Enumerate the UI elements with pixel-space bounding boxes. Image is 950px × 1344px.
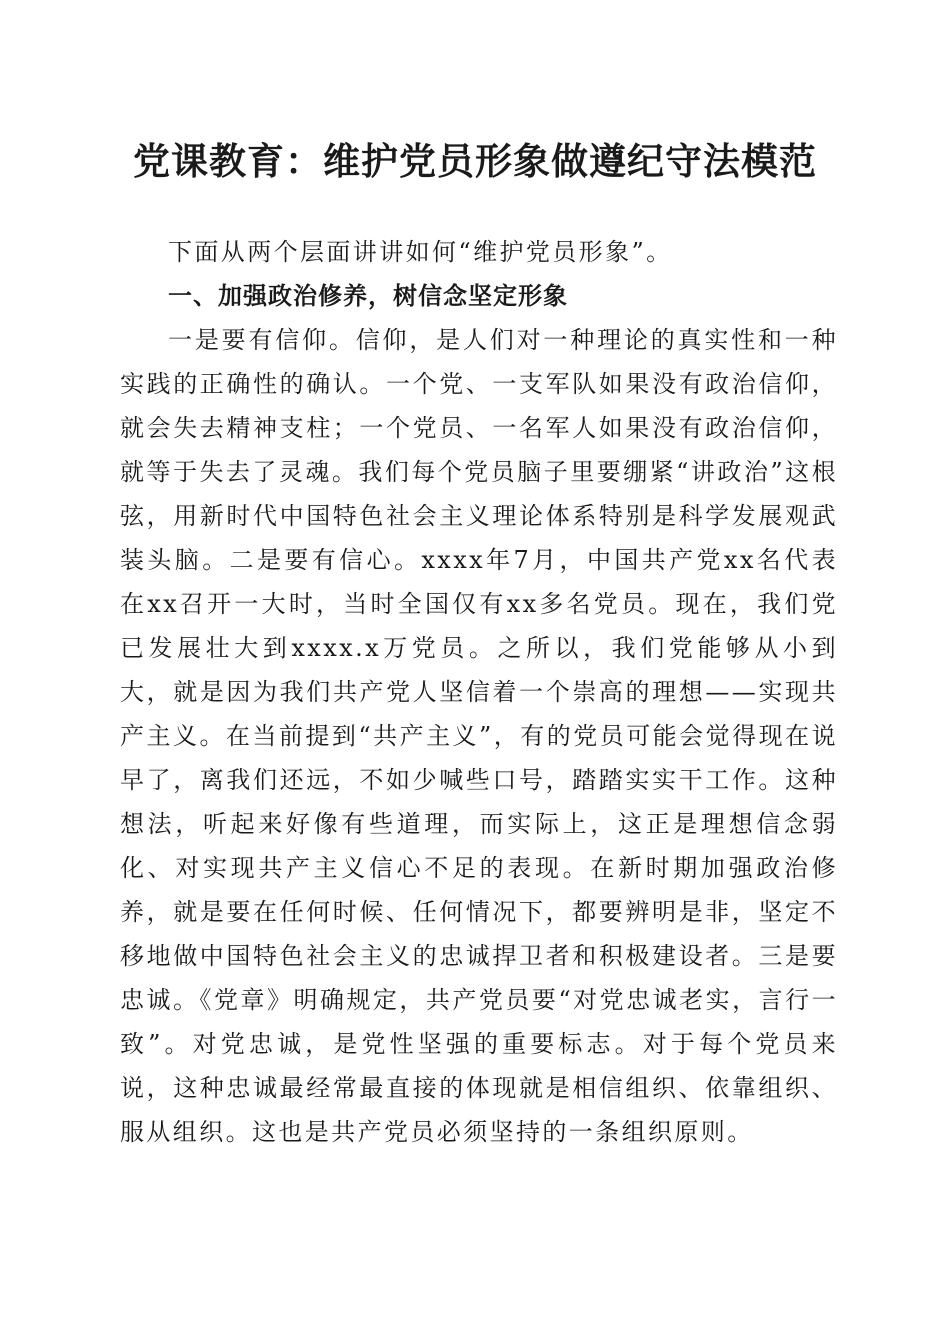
document-body [120, 230, 838, 1154]
section-paragraph: 一是要有信仰。信仰，是人们对一种理论的真实性和一种实践的正确性的确认。一个党、一支军队如果没有政治信仰，就会失去精神支柱；一个党员、一名军人如果没有政治信仰，就等于失去了灵魂。我们每个党员脑子里要绷紧“讲政治”这根弦，用新时代中国特色社会主义理论体系特别是科学发展观武装头脑。二是要有信心。xxxx年7月，中国共产党xx名代表在xx召开一大时，当时全国仅有xx多名党员。现在，我们党已发展壮大到xxxx.x万党员。之所以，我们党能够从小到大，就是因为我们共产党人坚信着一个崇高的理想——实现共产主义。在当前提到“共产主义”，有的党员可能会觉得现在说早了，离我们还远，不如少喊些口号，踏踏实实干工作。这种想法，听起来好像有些道理，而实际上，这正是理想信念弱化、对实现共产主义信心不足的表现。在新时期加强政治修养，就是要在任何时候、任何情况下，都要辨明是非，坚定不移地做中国特色社会主义的忠诚捍卫者和积极建设者。三是要忠诚。《党章》明确规定，共产党员要“对党忠诚老实，言行一致”。对党忠诚，是党性坚强的重要标志。对于每个党员来说，这种忠诚最经常最直接的体现就是相信组织、依靠组织、服从组织。这也是共产党员必须坚持的一条组织原则。 [120, 326, 838, 1146]
intro-paragraph: 下面从两个层面讲讲如何“维护党员形象”。 [168, 238, 673, 266]
page-title: 党课教育：维护党员形象做遵纪守法模范 [133, 139, 817, 183]
section-heading: 一、加强政治修养，树信念坚定形象 [168, 282, 568, 310]
